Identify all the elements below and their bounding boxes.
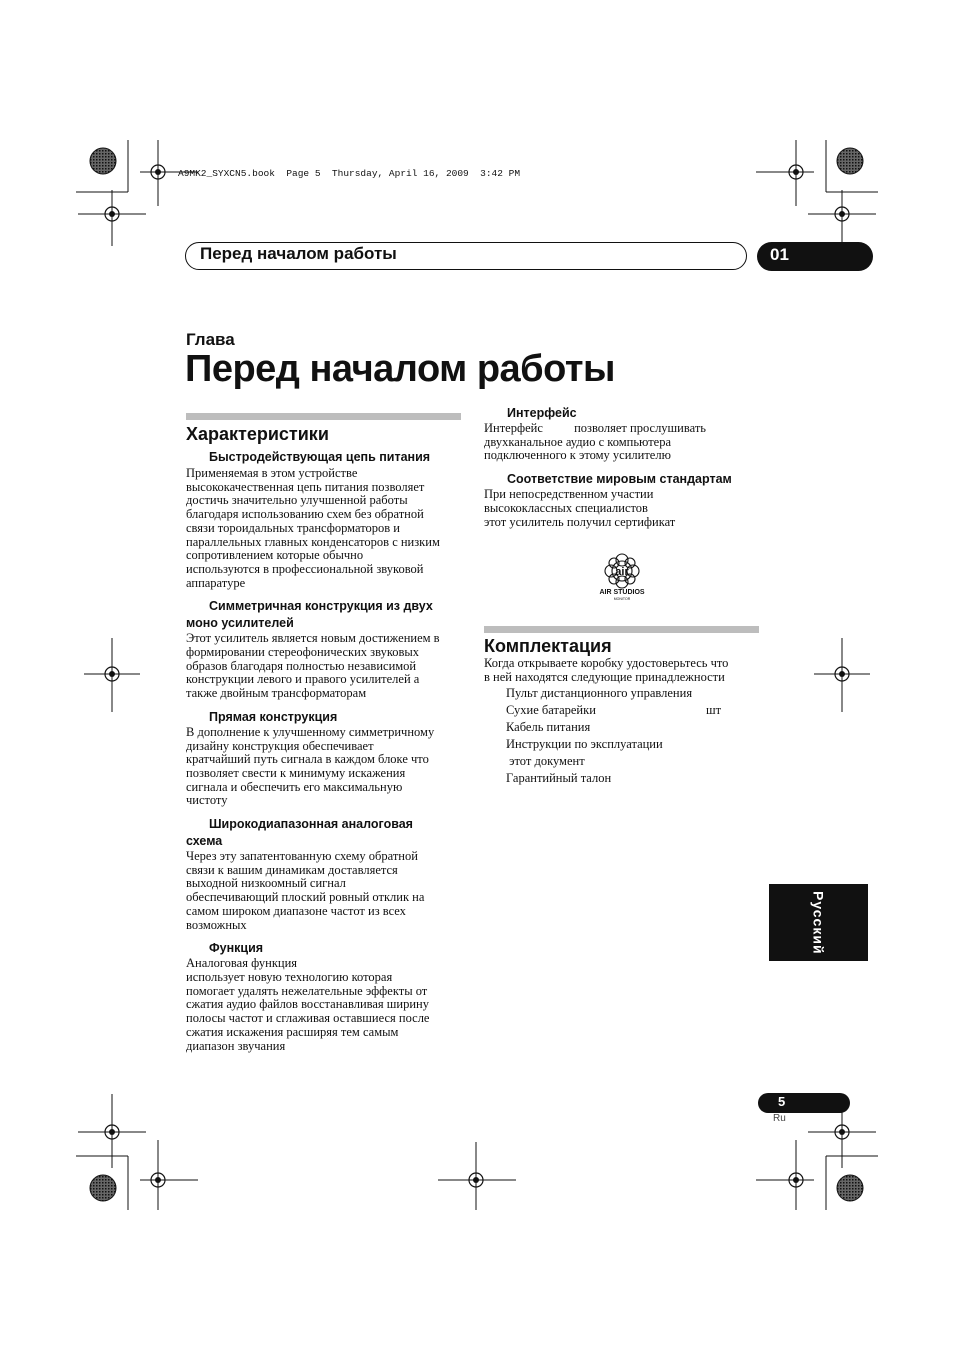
chapter-number: 01 xyxy=(770,245,789,264)
list-item: Кабель питания xyxy=(506,720,591,734)
text-line: самом широком диапазоне частот из всех xyxy=(186,903,406,918)
feature-text xyxy=(186,726,466,808)
text-line: конструкции левого и правого усилителей а xyxy=(186,672,420,687)
text-line: полосы частот и сглаживая оставшиеся после xyxy=(186,1011,430,1026)
language-tab-label: Русский xyxy=(810,890,827,955)
page-language: Ru xyxy=(773,1113,786,1124)
right-column xyxy=(484,405,764,529)
list-item-label: Сухие батарейки xyxy=(506,703,596,717)
feature-text xyxy=(186,850,466,932)
heading-line: Широкодиапазонная аналоговая xyxy=(209,817,413,832)
standards-text xyxy=(484,488,764,529)
text-line: высококачественная цепь питания позволяет xyxy=(186,479,425,494)
feature-heading xyxy=(186,816,466,850)
text-line: Этот усилитель является новым достижением в xyxy=(186,631,440,646)
page-number: 5 xyxy=(778,1094,786,1109)
feature-text xyxy=(186,957,466,1053)
air-studios-logo xyxy=(592,551,652,603)
text-line: благодаря использованию схем без обратной xyxy=(186,507,424,522)
features-title: Характеристики xyxy=(186,424,329,444)
text-line: диапазон звучания xyxy=(186,1038,286,1053)
list-item xyxy=(506,703,756,720)
battery-unit: шт xyxy=(706,703,722,717)
text-line: сжатия аудио файлов восстанавливая ширину xyxy=(186,997,429,1012)
contents-title: Комплектация xyxy=(484,636,612,656)
text-line: высококлассных специалистов xyxy=(484,500,648,515)
feature-text xyxy=(186,467,466,590)
text-line: также двойным трансформаторам xyxy=(186,686,367,701)
text-line: помогает удалять нежелательные эффекты от xyxy=(186,983,428,998)
text-line: сжатия искажения расширяя тем самым xyxy=(186,1024,399,1039)
text-line: выходной низкоомный сигнал xyxy=(186,876,346,891)
text-line: Применяемая в этом устройстве xyxy=(186,466,358,480)
text-line: сигнала и обеспечить его максимальную xyxy=(186,779,403,794)
text-line: параллельных главных конденсаторов с низким xyxy=(186,534,440,549)
text-line: Через эту запатентованную схему обратной xyxy=(186,849,418,864)
feature-heading xyxy=(186,598,466,632)
text-line: позволяет свести к минимуму искажения xyxy=(186,765,406,780)
text-line: обеспечивающий плоский ровный отклик на xyxy=(186,890,425,905)
text-line: Когда открываете коробку удостоверьтесь что xyxy=(484,656,729,670)
feature-heading: Прямая конструкция xyxy=(209,709,338,724)
list-item: Гарантийный талон xyxy=(506,771,612,785)
interface-text xyxy=(484,422,764,463)
feature-heading: Быстродействующая цепь питания xyxy=(209,450,431,464)
heading-line: Симметричная конструкция из двух xyxy=(209,599,433,614)
text-line: кратчайший путь сигнала в каждом блоке что xyxy=(186,752,429,767)
features-column xyxy=(186,449,466,1053)
chapter-title: Перед началом работы xyxy=(185,348,615,390)
file-info: A9MK2_SYXCN5.book Page 5 Thursday, April 16, 2009 3:42 PM xyxy=(178,168,521,179)
text-line: чистоту xyxy=(186,793,228,808)
logo-subtext: MONITOR xyxy=(613,597,631,601)
contents-intro xyxy=(484,657,774,684)
feature-heading: Функция xyxy=(209,941,264,956)
text-line: подключенного к этому усилителю xyxy=(484,448,671,463)
text-line: использует новую технологию которая xyxy=(186,969,393,984)
text-line: двухканальное аудио с компьютера xyxy=(484,434,672,449)
svg-text:air: air xyxy=(615,566,629,578)
interface-heading: Интерфейс xyxy=(507,406,577,420)
text-line: сопротивлением которые обычно xyxy=(186,548,364,563)
text-line: формировании стереофонических звуковых xyxy=(186,645,420,660)
contents-list xyxy=(506,686,756,788)
text-line: В дополнение к улучшенному симметричному xyxy=(186,724,435,739)
text-line: При непосредственном участии xyxy=(484,487,654,502)
text-line: аппаратуре xyxy=(186,575,246,590)
feature-text xyxy=(186,632,466,701)
list-item: Инструкции по эксплуатации xyxy=(506,737,663,751)
page-number-badge xyxy=(758,1093,850,1113)
features-divider xyxy=(186,413,461,420)
list-item: Пульт дистанционного управления xyxy=(506,686,693,700)
logo-text: AIR STUDIOS xyxy=(599,589,645,596)
text-line: связи к вашим динамикам доставляется xyxy=(186,862,398,877)
text-line: дизайну конструкция обеспечивает xyxy=(186,738,374,753)
text-line: возможных xyxy=(186,917,247,932)
text-line: Аналоговая функция xyxy=(186,956,298,971)
text-line: достичь значительно улучшенной работы xyxy=(186,493,408,508)
contents-divider xyxy=(484,626,759,633)
heading-line: моно усилителей xyxy=(186,616,294,631)
text-line: образов благодаря полностью независимой xyxy=(186,658,417,673)
text-line: Интерфейс позволяет прослушивать xyxy=(484,421,706,435)
list-item: этот документ xyxy=(506,754,585,768)
text-line: связи тороидальных трансформаторов и xyxy=(186,520,400,535)
heading-line: схема xyxy=(186,834,223,849)
text-line: в ней находятся следующие принадлежности xyxy=(484,669,725,684)
standards-heading: Соответствие мировым стандартам xyxy=(507,472,732,487)
header-title: Перед началом работы xyxy=(200,244,397,263)
chapter-label: Глава xyxy=(186,330,235,349)
text-line: этот усилитель получил сертификат xyxy=(484,514,676,529)
text-line: используются в профессиональной звуковой xyxy=(186,561,424,576)
